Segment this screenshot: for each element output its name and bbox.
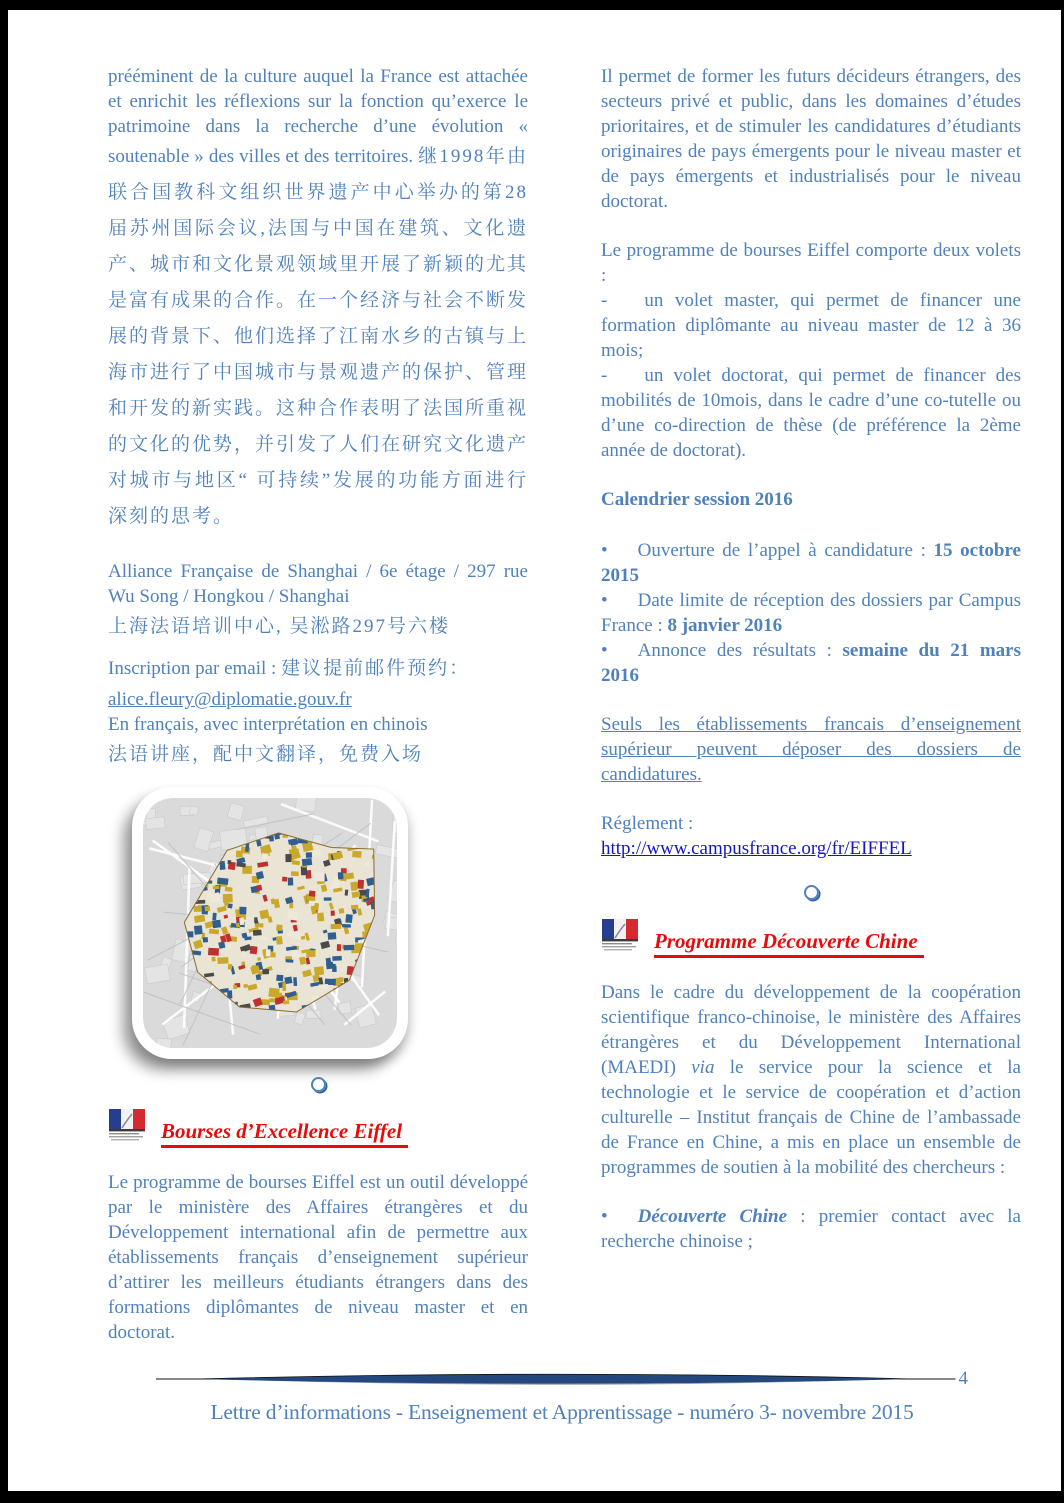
via-italic: via — [691, 1057, 715, 1078]
eiffel-intro-paragraph: Le programme de bourses Eiffel est un outil développé par le ministère des Affaires étrangères et du Développement international afin de permettre aux établissements français d’enseignement supérieur d’attirer les meilleurs étudiants étrangers dans des formations diplômantes de niveau master et en doctorat. — [108, 1172, 528, 1343]
right-column — [601, 64, 1021, 1254]
two-column-layout — [8, 10, 1061, 1345]
decouverte-text-2: le service pour la science et la technologie et le service de coopération et d’action culturelle – Institut français de Chine de l’ambassade de France en Chine, a mis en place un ensemble de programmes de soutien à la mobilité des chercheurs : — [601, 1057, 1021, 1178]
page-footer — [156, 1366, 968, 1425]
intro-paragraph — [108, 64, 528, 535]
volets-intro: Le programme de bourses Eiffel comporte deux volets : — [601, 240, 1021, 286]
bullet-date: semaine du 21 mars 2016 — [601, 640, 1021, 686]
inscription-chinese: 建议提前邮件预约： — [281, 658, 471, 679]
bullet-item-deadline — [601, 588, 1021, 638]
decouverte-bullet — [601, 1204, 1021, 1254]
bullet-glyph: • — [601, 1206, 608, 1227]
decorative-divider-line — [156, 1372, 956, 1386]
decouverte-bullet-text: : premier contact avec la recherche chinoise ; — [601, 1206, 1021, 1252]
bullet-item-results — [601, 638, 1021, 688]
decouverte-bullet-title: Découverte Chine — [637, 1206, 788, 1227]
bullet-date: 8 janvier 2016 — [667, 615, 783, 636]
footer-divider — [156, 1366, 968, 1391]
reglement-line — [601, 836, 1021, 861]
bullet-text: Annonce des résultats : — [637, 640, 843, 661]
bullet-item-opening — [601, 538, 1021, 588]
inscription-label: Inscription par email : — [108, 658, 282, 679]
email-link[interactable]: alice.fleury@diplomatie.gouv.fr — [108, 689, 352, 710]
decouverte-paragraph — [601, 980, 1021, 1180]
section-separator — [108, 1077, 528, 1092]
french-ministry-flag-icon — [108, 1108, 148, 1144]
volet-doctorat-text: un volet doctorat, qui permet de financer des mobilités de 10mois, dans le cadre d’une co-tutelle ou d’une co-direction de thèse (de préférence la 2ème année de doctorat). — [601, 365, 1021, 461]
ring-ornament-icon — [804, 885, 819, 900]
bullet-date: 15 octobre 2015 — [601, 540, 1021, 586]
calendar-bullet-list — [601, 538, 1021, 688]
calendar-title: Calendrier session 2016 — [601, 489, 793, 510]
bullet-glyph: • — [601, 540, 608, 561]
shanghai-map-svg — [143, 798, 397, 1048]
eiffel-goal-paragraph: Il permet de former les futurs décideurs étrangers, des secteurs privé et public, dans les domaines d’études prioritaires, et de stimuler les candidatures d’étudiants originaires de pays émergents pour le niveau master et de pays émergents et industrialisés pour le niveau doctorat. — [601, 66, 1021, 212]
volet-doctorat-item — [601, 363, 1021, 463]
decouverte-section-heading — [601, 922, 1021, 958]
reglement-label: Réglement : — [601, 813, 694, 834]
address-french: Alliance Française de Shanghai / 6e étage / 297 rue Wu Song / Hongkou / Shanghai — [108, 561, 528, 607]
dash-glyph: - — [601, 365, 608, 386]
ring-ornament-icon — [311, 1077, 326, 1092]
address-chinese: 上海法语培训中心, 吴淞路297号六楼 — [108, 616, 451, 637]
address-block — [108, 559, 528, 645]
dash-glyph: - — [601, 290, 608, 311]
decouverte-text-1: Dans le cadre du développement de la coopération scientifique franco-chinoise, le ministère des Affaires étrangères et du Développement International (MAEDI) — [601, 982, 1021, 1078]
volet-master-item — [601, 288, 1021, 363]
interpretation-chinese: 法语讲座，配中文翻译，免费入场 — [108, 744, 424, 765]
eligibility-note: Seuls les établissements francais d’enseignement supérieur peuvent déposer des dossiers de candidatures. — [601, 714, 1021, 785]
eiffel-section-title: Bourses d’Excellence Eiffel — [161, 1119, 408, 1148]
bullet-text: Date limite de réception des dossiers par Campus France : — [601, 590, 1021, 636]
intro-french-text: prééminent de la culture auquel la France est attachée et enrichit les réflexions sur la fonction qu’exerce le patrimoine dans la recherche d’une évolution « soutenable » des villes et des territoires. — [108, 66, 528, 167]
section-separator — [601, 885, 1021, 900]
decouverte-section-title: Programme Découverte Chine — [654, 929, 924, 958]
volet-master-text: un volet master, qui permet de financer une formation diplômante au niveau master de 12 à 36 mois; — [601, 290, 1021, 361]
eiffel-section-heading — [108, 1112, 528, 1148]
campusfrance-link[interactable]: http://www.campusfrance.org/fr/EIFFEL — [601, 838, 912, 859]
bullet-glyph: • — [601, 640, 608, 661]
page-number: 4 — [958, 1368, 968, 1389]
bullet-text: Ouverture de l’appel à candidature : — [637, 540, 934, 561]
french-ministry-flag-icon — [601, 918, 641, 954]
intro-chinese-text: 继1998年由联合国教科文组织世界遗产中心举办的第28届苏州国际会议,法国与中国在建筑、文化遗产、城市和文化景观领域里开展了新颖的尤其是富有成果的合作。在一个经济与社会不断发展的背景下、他们选择了江南水乡的古镇与上海市进行了中国城市与景观遗产的保护、管理和开发的新实践。这种合作表明了法国所重视的文化的优势，并引发了人们在研究文化遗产对城市与地区“ 可持续”发展的功能方面进行深刻的思考。 — [108, 146, 529, 527]
shanghai-urban-map-image — [132, 787, 408, 1059]
left-column — [108, 64, 528, 1345]
interpretation-french: En français, avec interprétation en chinois — [108, 714, 428, 735]
inscription-block — [108, 651, 528, 773]
bullet-glyph: • — [601, 590, 608, 611]
footer-title: Lettre d’informations - Enseignement et Apprentissage - numéro 3- novembre 2015 — [210, 1400, 914, 1424]
